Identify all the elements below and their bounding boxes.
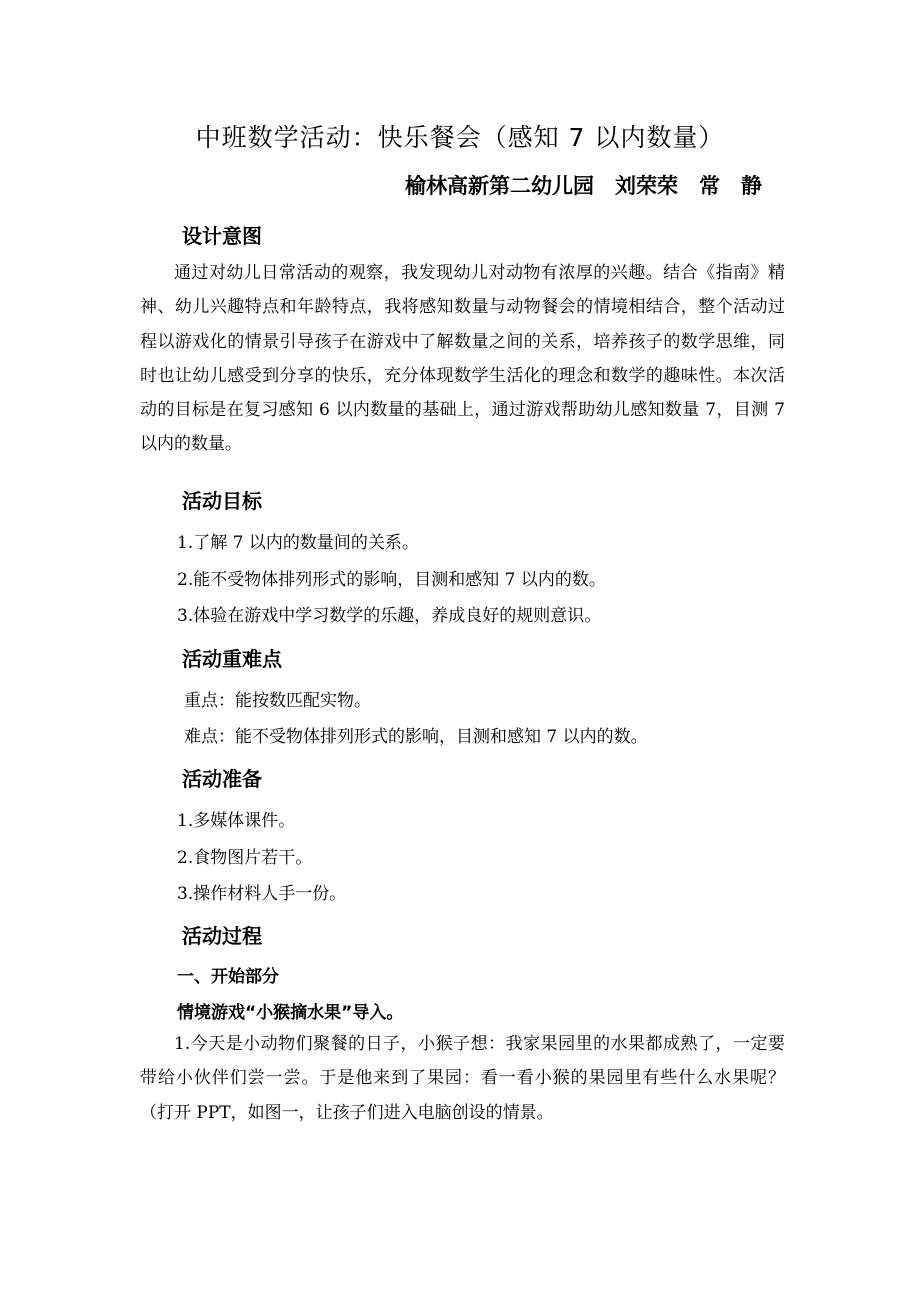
design-intent-heading: 设计意图	[182, 224, 262, 248]
document-title: 中班数学活动：快乐餐会（感知 7 以内数量）	[195, 123, 725, 152]
goal-item: 2.能不受物体排列形式的影响，目测和感知 7 以内的数。	[177, 570, 606, 590]
step-one-paragraph: 1.今天是小动物们聚餐的日子，小猴子想：我家果园里的水果都成熟了，一定要带给小伙伴们尝一尝。于是他来到了果园：看一看小猴的果园里有些什么水果呢？（打开 PPT，如图一，让孩子们进入电脑创设的情景。	[140, 1034, 785, 1123]
key-points-heading: 活动重难点	[182, 647, 282, 671]
goal-item: 1.了解 7 以内的数量间的关系。	[177, 533, 419, 553]
document-author: 榆林高新第二幼儿园 刘荣荣 常 静	[405, 174, 762, 198]
goals-heading: 活动目标	[182, 489, 262, 513]
preparation-heading: 活动准备	[182, 767, 262, 791]
design-intent-paragraph: 通过对幼儿日常活动的观察，我发现幼儿对动物有浓厚的兴趣。结合《指南》精神、幼儿兴趣特点和年龄特点，我将感知数量与动物餐会的情境相结合，整个活动过程以游戏化的情景引导孩子在游戏中了解数量之间的关系，培养孩子的数学思维，同时也让幼儿感受到分享的快乐，充分体现数学生活化的理念和数学的趣味性。本次活动的目标是在复习感知 6 以内数量的基础上，通过游戏帮助幼儿感知数量 7，目测 7 以内的数量。	[140, 263, 785, 455]
preparation-item: 2.食物图片若干。	[177, 848, 313, 868]
part-one-heading: 一、开始部分	[177, 967, 279, 987]
process-heading: 活动过程	[182, 924, 262, 948]
preparation-item: 3.操作材料人手一份。	[177, 884, 347, 904]
key-point-item: 难点：能不受物体排列形式的影响，目测和感知 7 以内的数。	[184, 727, 648, 747]
scene-game-heading: 情境游戏“小猴摘水果”导入。	[177, 1003, 404, 1023]
key-point-item: 重点：能按数匹配实物。	[184, 691, 371, 711]
preparation-item: 1.多媒体课件。	[177, 811, 296, 831]
goal-item: 3.体验在游戏中学习数学的乐趣，养成良好的规则意识。	[177, 606, 602, 626]
